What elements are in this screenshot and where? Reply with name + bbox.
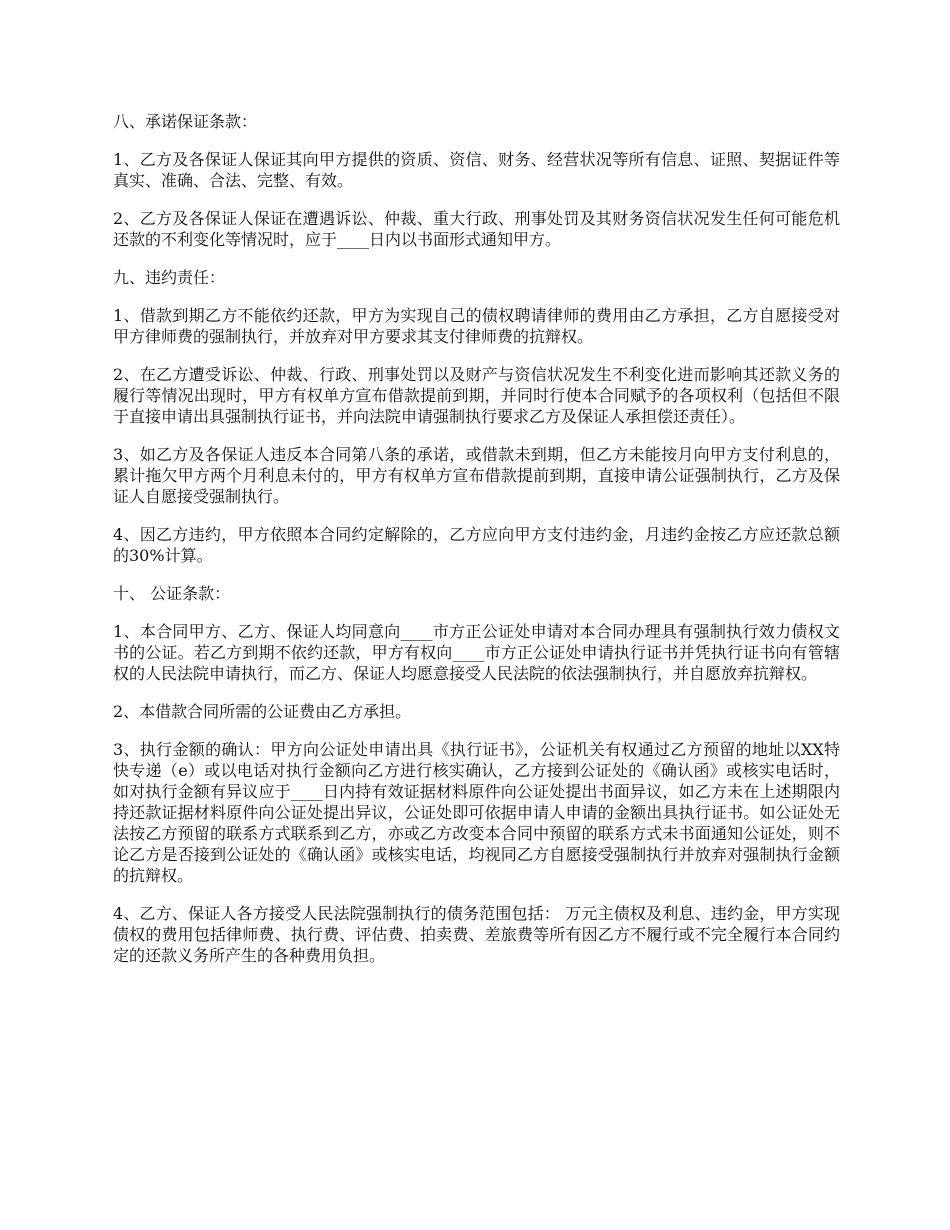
clause-9-4: 4、因乙方违约，甲方依照本合同约定解除的，乙方应向甲方支付违约金，月违约金按乙方应还款总额的30%计算。: [113, 525, 840, 565]
section-heading-10: 十、 公证条款：: [113, 584, 231, 603]
section-heading-9: 九、违约责任：: [113, 268, 226, 287]
clause-8-2: 2、乙方及各保证人保证在遭遇诉讼、仲裁、重大行政、刑事处罚及其财务资信状况发生任何可能危机还款的不利变化等情况时，应于____日内以书面形式通知甲方。: [113, 209, 840, 249]
clause-10-1: 1、本合同甲方、乙方、保证人均同意向____市方正公证处申请对本合同办理具有强制执行效力债权文书的公证。若乙方到期不依约还款，甲方有权向____市方正公证处申请执行证书并凭执行证书向有管辖权的人民法院申请执行，而乙方、保证人均愿意接受人民法院的依法强制执行，并自愿放弃抗辩权。: [113, 622, 840, 683]
section-heading-8: 八、承诺保证条款：: [113, 112, 258, 131]
clause-9-3: 3、如乙方及各保证人违反本合同第八条的承诺，或借款未到期，但乙方未能按月向甲方支付利息的，累计拖欠甲方两个月利息未付的，甲方有权单方宣布借款提前到期，直接申请公证强制执行，乙方及保证人自愿接受强制执行。: [113, 445, 840, 506]
clause-10-3: 3、执行金额的确认：甲方向公证处申请出具《执行证书》，公证机关有权通过乙方预留的地址以XX特快专递（e）或以电话对执行金额向乙方进行核实确认，乙方接到公证处的《确认函》或核实电话时，如对执行金额有异议应于____日内持有效证据材料原件向公证处提出书面异议，如乙方未在上述期限内持还款证据材料原件向公证处提出异议，公证处即可依据申请人申请的金额出具执行证书。如公证处无法按乙方预留的联系方式联系到乙方，亦或乙方改变本合同中预留的联系方式未书面通知公证处，则不论乙方是否接到公证处的《确认函》或核实电话，均视同乙方自愿接受强制执行并放弃对强制执行金额的抗辩权。: [113, 740, 840, 885]
clause-10-2: 2、本借款合同所需的公证费由乙方承担。: [113, 702, 412, 721]
clause-10-4: 4、乙方、保证人各方接受人民法院强制执行的债务范围包括： 万元主债权及利息、违约金，甲方实现债权的费用包括律师费、执行费、评估费、拍卖费、差旅费等所有因乙方不履行或不完全履行本合同约定的还款义务所产生的各种费用负担。: [113, 904, 840, 965]
clause-9-1: 1、借款到期乙方不能依约还款，甲方为实现自己的债权聘请律师的费用由乙方承担，乙方自愿接受对甲方律师费的强制执行，并放弃对甲方要求其支付律师费的抗辩权。: [113, 306, 840, 346]
clause-8-1: 1、乙方及各保证人保证其向甲方提供的资质、资信、财务、经营状况等所有信息、证照、契据证件等真实、准确、合法、完整、有效。: [113, 150, 840, 190]
document-page: [113, 111, 840, 983]
clause-9-2: 2、在乙方遭受诉讼、仲裁、行政、刑事处罚以及财产与资信状况发生不利变化进而影响其还款义务的履行等情况出现时，甲方有权单方宣布借款提前到期，并同时行使本合同赋予的各项权利（包括但不限于直接申请出具强制执行证书，并向法院申请强制执行要求乙方及保证人承担偿还责任）。: [113, 365, 840, 426]
